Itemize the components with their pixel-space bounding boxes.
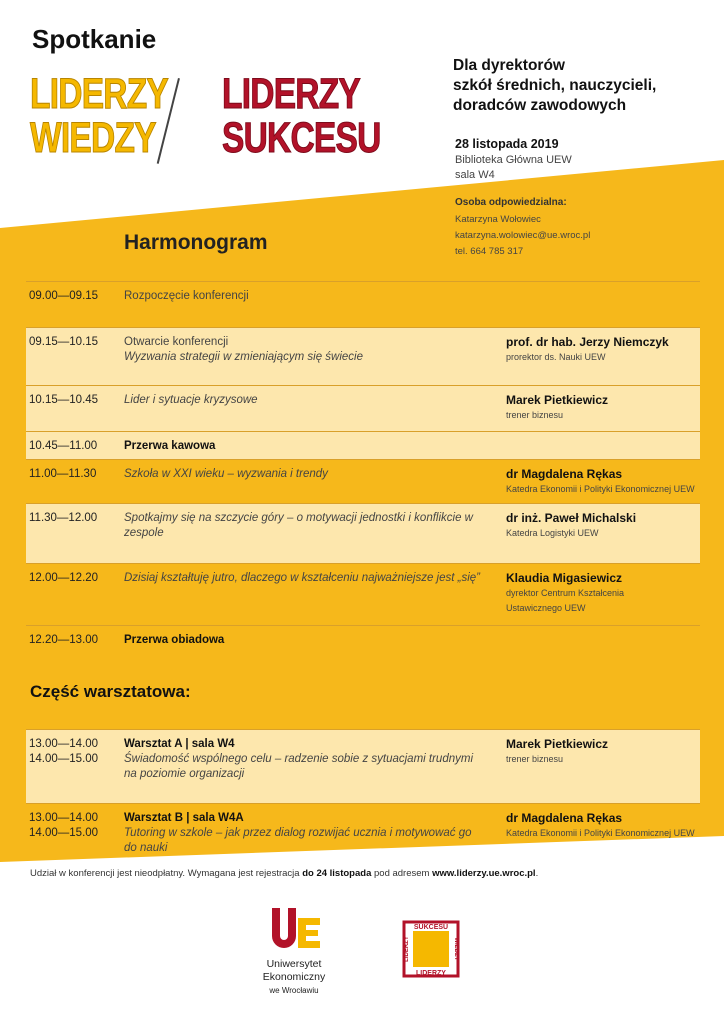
svg-text:WIEDZY: WIEDZY [453, 937, 459, 961]
schedule-row [26, 503, 700, 563]
harmonogram-title: Harmonogram [124, 231, 268, 254]
brand-liderzy-sukcesu: LIDERZY SUKCESU [222, 70, 381, 162]
schedule-row [26, 625, 700, 653]
row-time: 11.30—12.00 [29, 512, 98, 524]
row-speaker: prof. dr hab. Jerzy Niemczyk prorektor ds. Nauki UEW [506, 335, 669, 362]
audience-heading: Dla dyrektorów szkół średnich, nauczycieli, doradców zawodowych [453, 57, 657, 114]
row-time: 13.00—14.00 14.00—15.00 [29, 738, 99, 765]
row-time: 11.00—11.30 [29, 468, 97, 480]
svg-text:SUKCESU: SUKCESU [413, 924, 449, 931]
schedule-row [26, 459, 700, 503]
registration-link[interactable]: www.liderzy.ue.wroc.pl [432, 868, 536, 879]
row-time: 12.20—13.00 [29, 634, 99, 646]
brand-liderzy-wiedzy: LIDERZY WIEDZY [30, 70, 169, 162]
row-time: 09.15—10.15 [29, 336, 99, 348]
row-time: 09.00—09.15 [29, 290, 99, 302]
row-title: Otwarcie konferencji Wyzwania strategii w zmieniającym się świecie [124, 336, 364, 363]
row-title: Szkoła w XXI wieku – wyzwania i trendy [124, 468, 328, 480]
workshops-title: Część warsztatowa: [30, 682, 191, 701]
row-speaker: Klaudia Migasiewicz dyrektor Centrum Kształcenia Ustawicznego UEW [506, 571, 625, 613]
registration-note: Udział w konferencji jest nieodpłatny. Wymagana jest rejestracja do 24 listopada pod adresem www.liderzy.ue.wroc.pl. [30, 868, 539, 879]
row-title: Lider i sytuacje kryzysowe [124, 394, 258, 406]
row-time: 10.15—10.45 [29, 394, 99, 406]
row-speaker: dr Magdalena Rękas Katedra Ekonomii i Polityki Ekonomicznej UEW [506, 811, 695, 838]
row-speaker: Marek Pietkiewicz trener biznesu [506, 393, 609, 420]
row-speaker: dr inż. Paweł Michalski Katedra Logistyki UEW [506, 511, 637, 538]
row-title: Przerwa obiadowa [124, 634, 225, 646]
row-title: Warsztat A | sala W4 Świadomość wspólnego celu – radzenie sobie z sytuacjami trudnymi na poziomie organizacji [124, 738, 474, 780]
workshop-row [26, 729, 700, 803]
workshop-row [26, 803, 700, 855]
event-venue: Biblioteka Główna UEW sala W4 [455, 154, 572, 181]
row-time: 10.45—11.00 [29, 440, 98, 452]
schedule-row [26, 385, 700, 431]
schedule-row [26, 431, 700, 459]
row-speaker: Marek Pietkiewicz trener biznesu [506, 737, 609, 764]
svg-text:LIDERZY: LIDERZY [404, 936, 410, 962]
ue-logo-icon [270, 906, 322, 956]
liderzy-logo-icon [402, 920, 460, 978]
contact-details: Katarzyna Wołowiec katarzyna.wolowiec@ue.wroc.pl tel. 664 785 317 [455, 214, 591, 257]
schedule-row [26, 281, 700, 327]
row-title: Przerwa kawowa [124, 440, 216, 452]
schedule-row [26, 327, 700, 385]
event-date: 28 listopada 2019 [455, 137, 559, 151]
contact-heading: Osoba odpowiedzialna: [455, 197, 567, 208]
ue-name: Uniwersytet Ekonomiczny we Wrocławiu [262, 958, 326, 995]
row-time: 13.00—14.00 14.00—15.00 [29, 812, 99, 839]
row-title: Rozpoczęcie konferencji [124, 290, 249, 302]
row-time: 12.00—12.20 [29, 572, 99, 584]
row-title: Dzisiaj kształtuję jutro, dlaczego w kształceniu najważniejsze jest „się” [124, 572, 481, 584]
row-speaker: dr Magdalena Rękas Katedra Ekonomii i Polityki Ekonomicznej UEW [506, 467, 695, 494]
schedule-row [26, 563, 700, 625]
row-title: Warsztat B | sala W4A Tutoring w szkole – jak przez dialog rozwijać ucznia i motywować go do nauki [124, 812, 472, 854]
event-type-label: Spotkanie [32, 24, 157, 54]
svg-text:LIDERZY: LIDERZY [416, 970, 446, 977]
row-title: Spotkajmy się na szczycie góry – o motywacji jednostki i konflikcie w zespole [124, 512, 473, 539]
